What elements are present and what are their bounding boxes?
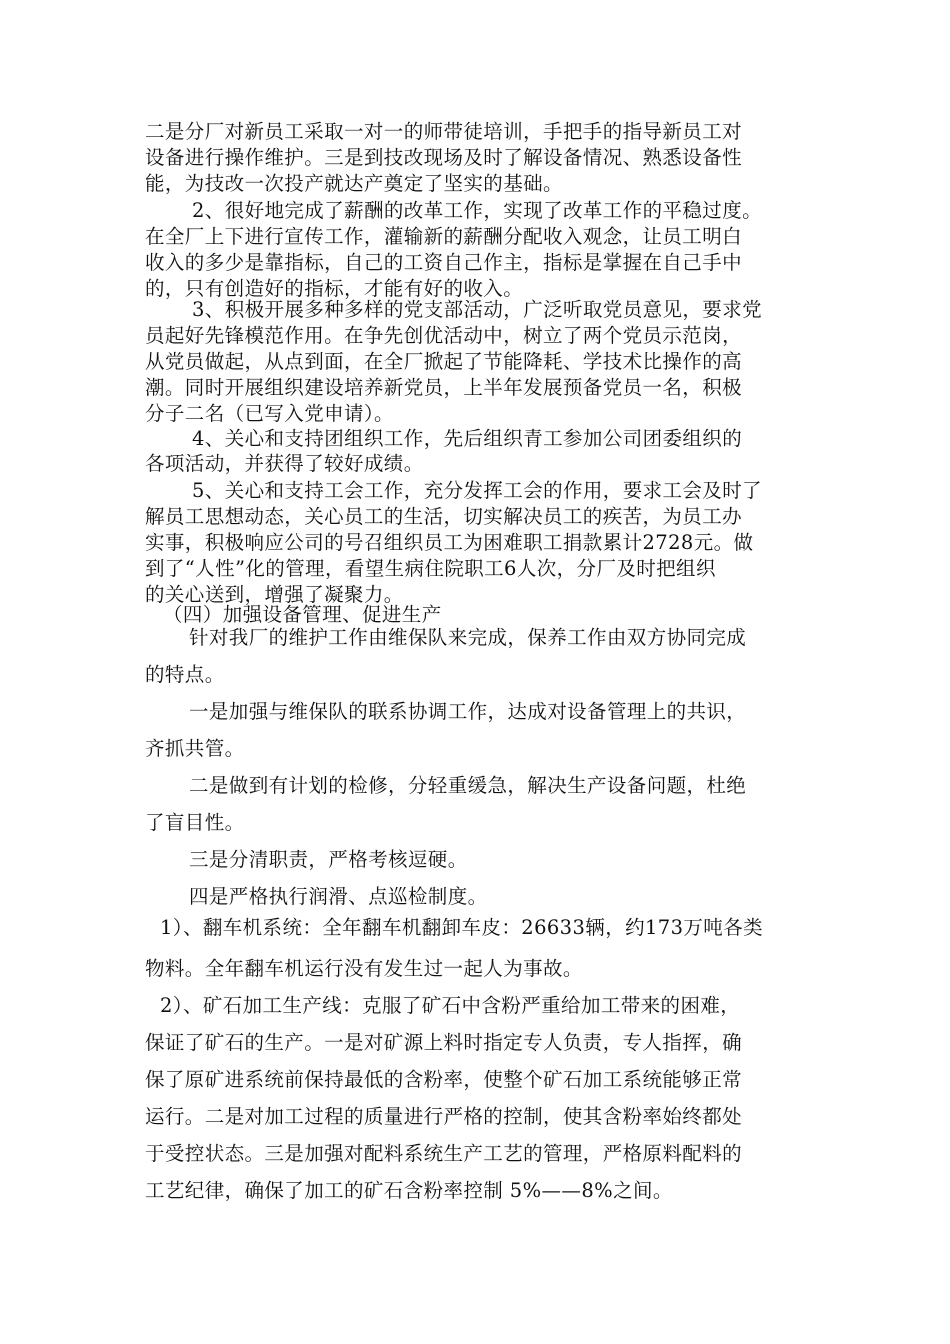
text-line: 分子二名（已写入党申请）。 xyxy=(145,402,394,425)
text-line: 工艺纪律，确保了加工的矿石含粉率控制 5%——8%之间。 xyxy=(145,1179,673,1202)
text-line: 2）、矿石加工生产线：克服了矿石中含粉严重给加工带来的困难， xyxy=(160,994,741,1017)
text-line: 到了“人性”化的管理，看望生病住院职工6人次，分厂及时把组织 xyxy=(145,557,716,580)
text-line: 保证了矿石的生产。一是对矿源上料时指定专人负责，专人指挥，确 xyxy=(145,1031,743,1054)
text-line: 1）、翻车机系统：全年翻车机翻卸车皮：26633辆，约173万吨各类 xyxy=(160,916,764,939)
text-line: 运行。二是对加工过程的质量进行严格的控制，使其含粉率始终都处 xyxy=(145,1105,743,1128)
text-line: 一是加强与维保队的联系协调工作，达成对设备管理上的共识， xyxy=(189,700,747,723)
text-line: 3、积极开展多种多样的党支部活动，广泛听取党员意见，要求党 xyxy=(192,298,763,321)
text-line: 解员工思想动态，关心员工的生活，切实解决员工的疾苦，为员工办 xyxy=(145,505,743,528)
text-line: 保了原矿进系统前保持最低的含粉率，使整个矿石加工系统能够正常 xyxy=(145,1068,743,1091)
text-line: 了盲目性。 xyxy=(145,811,245,834)
text-line: 四是严格执行润滑、点巡检制度。 xyxy=(189,885,488,908)
text-line: 各项活动，并获得了较好成绩。 xyxy=(145,452,424,475)
text-line: 潮。同时开展组织建设培养新党员，上半年发展预备党员一名，积极 xyxy=(145,376,743,399)
text-line: 能，为技改一次投产就达产奠定了坚实的基础。 xyxy=(145,172,563,195)
text-line: 设备进行操作维护。三是到技改现场及时了解设备情况、熟悉设备性 xyxy=(145,146,743,169)
text-line: 5、关心和支持工会工作，充分发挥工会的作用，要求工会及时了 xyxy=(192,479,763,502)
text-line: 齐抓共管。 xyxy=(145,737,245,760)
text-line: 二是分厂对新员工采取一对一的师带徒培训，手把手的指导新员工对 xyxy=(145,120,743,143)
text-line: 物料。全年翻车机运行没有发生过一起人为事故。 xyxy=(145,957,583,980)
text-line: 4、关心和支持团组织工作，先后组织青工参加公司团委组织的 xyxy=(192,427,743,450)
text-line: 收入的多少是靠指标，自己的工资自己作主，指标是掌握在自己手中 xyxy=(145,251,743,274)
text-line: 的，只有创造好的指标，才能有好的收入。 xyxy=(145,277,524,300)
text-line: 的关心送到，增强了凝聚力。 xyxy=(145,583,404,606)
text-line: 实事，积极响应公司的号召组织员工为困难职工捐款累计2728元。做 xyxy=(145,531,754,554)
text-line: 2、很好地完成了薪酬的改革工作，实现了改革工作的平稳过度。 xyxy=(192,199,763,222)
text-line: 的特点。 xyxy=(145,663,225,686)
text-line: 三是分清职责，严格考核逗硬。 xyxy=(189,848,468,871)
text-line: 从党员做起，从点到面，在全厂掀起了节能降耗、学技术比操作的高 xyxy=(145,350,743,373)
text-line: 员起好先锋模范作用。在争先创优活动中，树立了两个党员示范岗， xyxy=(145,324,743,347)
section-heading: （四）加强设备管理、促进生产 xyxy=(163,603,442,626)
text-line: 针对我厂的维护工作由维保队来完成，保养工作由双方协同完成 xyxy=(189,626,747,649)
text-line: 于受控状态。三是加强对配料系统生产工艺的管理，严格原料配料的 xyxy=(145,1142,743,1165)
text-line: 在全厂上下进行宣传工作，灌输新的薪酬分配收入观念，让员工明白 xyxy=(145,225,743,248)
text-line: 二是做到有计划的检修，分轻重缓急，解决生产设备问题，杜绝 xyxy=(189,774,747,797)
